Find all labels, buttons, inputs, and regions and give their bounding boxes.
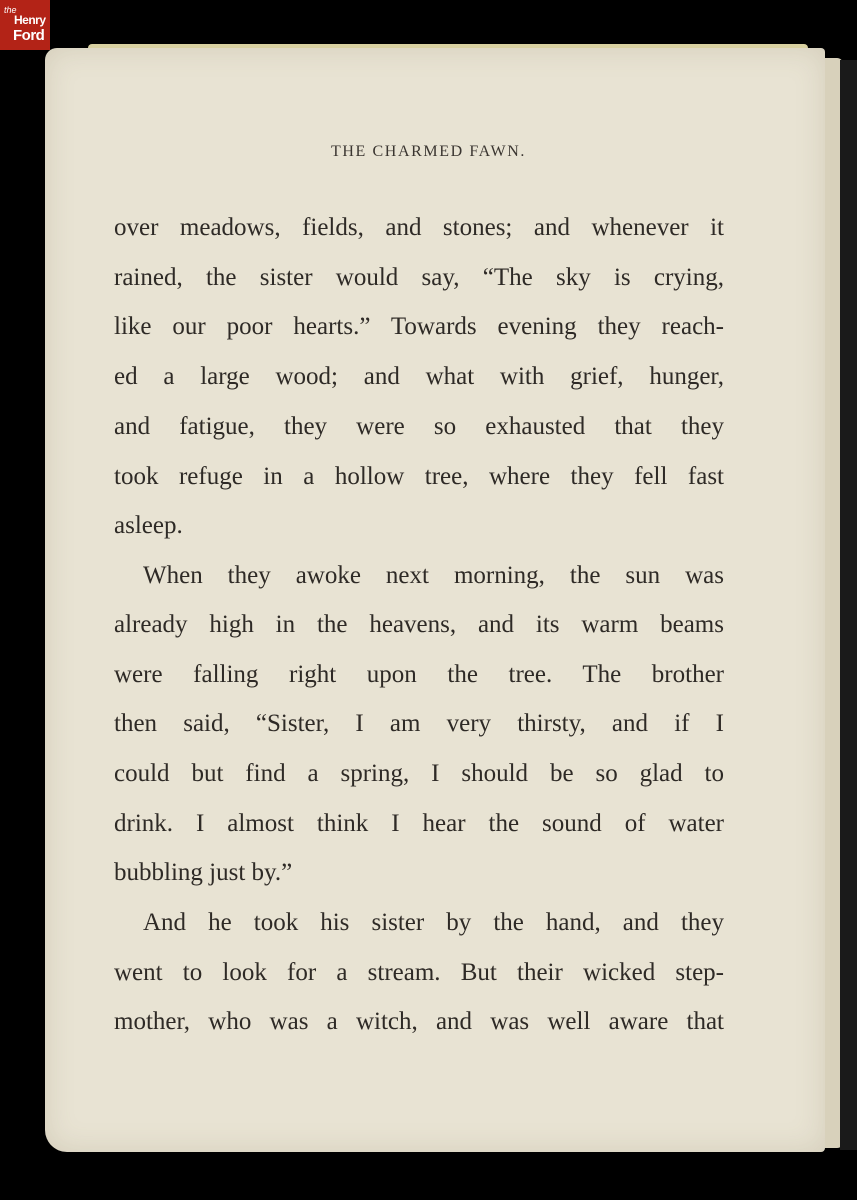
text-line: could but find a spring, I should be so glad to [114, 760, 724, 787]
text-line: then said, “Sister, I am very thirsty, and if I [114, 710, 724, 737]
logo-ford: Ford [13, 27, 45, 44]
text-line: like our poor hearts.” Towards evening they reach- [114, 313, 724, 340]
text-line: went to look for a stream. But their wicked step- [114, 959, 724, 986]
text-line: rained, the sister would say, “The sky is crying, [114, 264, 724, 291]
text-line: already high in the heavens, and its warm beams [114, 611, 724, 638]
text-line: ed a large wood; and what with grief, hunger, [114, 363, 724, 390]
text-line: asleep. [114, 512, 183, 539]
henry-ford-logo [0, 0, 50, 50]
text-line: over meadows, fields, and stones; and whenever it [114, 214, 724, 241]
logo-the: the [4, 5, 17, 15]
text-line: mother, who was a witch, and was well aware that [114, 1008, 724, 1035]
running-head: THE CHARMED FAWN. [331, 143, 526, 160]
text-line: bubbling just by.” [114, 859, 293, 886]
text-line: When they awoke next morning, the sun was [143, 562, 724, 589]
text-line: and fatigue, they were so exhausted that they [114, 413, 724, 440]
logo-henry: Henry [14, 13, 46, 27]
text-line: And he took his sister by the hand, and they [143, 909, 724, 936]
text-line: were falling right upon the tree. The brother [114, 661, 724, 688]
text-line: took refuge in a hollow tree, where they fell fast [114, 463, 724, 490]
text-line: drink. I almost think I hear the sound of water [114, 810, 724, 837]
book-binding [840, 60, 857, 1150]
